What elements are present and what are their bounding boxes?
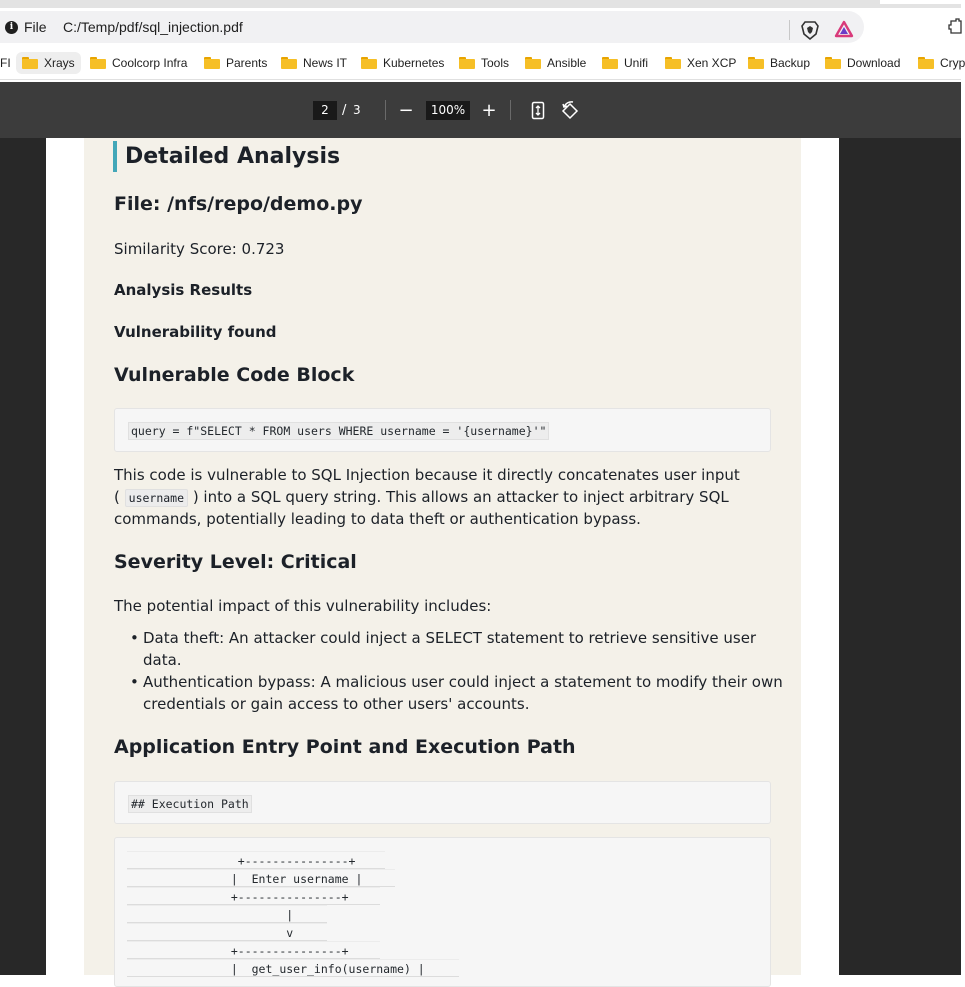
rotate-icon[interactable] xyxy=(561,101,581,124)
bookmark-download[interactable] xyxy=(825,52,900,74)
address-row xyxy=(0,8,961,46)
heading-accent-bar xyxy=(113,141,117,172)
omnibox[interactable] xyxy=(0,11,864,43)
bookmark-tools[interactable] xyxy=(459,52,509,74)
diagram-line: +---------------+ xyxy=(127,887,380,905)
bookmark-label: Tools xyxy=(481,56,510,70)
folder-icon xyxy=(665,57,681,69)
page-total: 3 xyxy=(353,103,361,117)
zoom-in-button[interactable]: + xyxy=(481,100,497,121)
diagram-line: | get_user_info(username) | xyxy=(127,959,459,977)
diagram-line: | Enter username | xyxy=(127,869,395,887)
pdf-toolbar xyxy=(0,82,961,138)
list-item-continued: credentials or gain access to other users' accounts. xyxy=(143,695,530,713)
bookmark-label: Parents xyxy=(226,56,268,70)
code-block xyxy=(114,408,771,452)
toolbar-divider xyxy=(385,100,386,120)
tab-strip xyxy=(0,0,961,8)
extensions-icon[interactable] xyxy=(948,18,962,38)
vulnerability-found-label: Vulnerability found xyxy=(114,323,277,341)
bookmark-backup[interactable] xyxy=(748,52,810,74)
tab-edge xyxy=(880,0,961,4)
bookmark-label: Coolcorp Infra xyxy=(112,56,188,70)
diagram-line: | xyxy=(127,905,327,923)
folder-icon xyxy=(22,57,38,69)
analysis-results-label: Analysis Results xyxy=(114,281,253,299)
bookmark-parents[interactable] xyxy=(204,52,267,74)
explanation-line: commands, potentially leading to data theft or authentication bypass. xyxy=(114,510,641,528)
folder-icon xyxy=(459,57,475,69)
folder-icon xyxy=(918,57,934,69)
vulnerable-code: query = f"SELECT * FROM users WHERE username = '{username}'" xyxy=(128,422,549,440)
folder-icon xyxy=(825,57,841,69)
bookmark-label: Xrays xyxy=(44,56,75,70)
pdf-viewer[interactable] xyxy=(0,138,961,975)
brave-shields-icon[interactable] xyxy=(801,21,819,44)
folder-icon xyxy=(90,57,106,69)
fit-page-icon[interactable] xyxy=(531,101,545,124)
file-heading: File: /nfs/repo/demo.py xyxy=(114,193,363,215)
list-item: Authentication bypass: A malicious user could inject a statement to modify their own xyxy=(143,673,783,691)
paren-open: ( xyxy=(114,488,120,506)
explanation-line xyxy=(114,488,729,506)
zoom-out-button[interactable]: − xyxy=(398,100,414,121)
section-heading: Detailed Analysis xyxy=(125,144,341,169)
bookmark-label: FI xyxy=(0,56,11,70)
explanation-text: ) into a SQL query string. This allows an attacker to inject arbitrary SQL xyxy=(192,488,729,506)
bookmark-unifi[interactable] xyxy=(602,52,648,74)
diagram-line: v xyxy=(127,923,327,941)
file-label[interactable]: File xyxy=(24,19,47,35)
bookmarks-bar xyxy=(0,46,965,80)
list-item: Data theft: An attacker could inject a SELECT statement to retrieve sensitive user xyxy=(143,629,757,647)
bullet-dot: • xyxy=(130,629,139,647)
bookmark-kubernetes[interactable] xyxy=(361,52,444,74)
bookmark-label: Download xyxy=(847,56,901,70)
folder-icon xyxy=(204,57,220,69)
bookmark-xen-xcp[interactable] xyxy=(665,52,736,74)
bookmark-cryp[interactable] xyxy=(918,52,965,74)
entry-point-heading: Application Entry Point and Execution Path xyxy=(114,736,576,758)
pdf-page xyxy=(46,138,839,975)
folder-icon xyxy=(525,57,541,69)
folder-icon xyxy=(281,57,297,69)
bookmark-ansible[interactable] xyxy=(525,52,586,74)
bookmark-label: Kubernetes xyxy=(383,56,445,70)
folder-icon xyxy=(748,57,764,69)
bookmark-xrays[interactable] xyxy=(16,52,81,74)
page-separator: / xyxy=(342,103,347,118)
info-icon[interactable]: i xyxy=(5,21,18,34)
diagram-line: +---------------+ xyxy=(127,941,380,959)
bookmark-partial[interactable] xyxy=(0,52,11,74)
vulnerable-code-heading: Vulnerable Code Block xyxy=(114,364,355,386)
bookmark-label: Unifi xyxy=(624,56,649,70)
bookmark-label: News IT xyxy=(303,56,348,70)
bookmark-news-it[interactable] xyxy=(281,52,347,74)
bookmark-label: Cryp xyxy=(940,56,965,70)
diagram-block xyxy=(114,837,771,987)
url-text[interactable]: C:/Temp/pdf/sql_injection.pdf xyxy=(63,19,243,35)
bookmark-label: Xen XCP xyxy=(687,56,737,70)
explanation-line: This code is vulnerable to SQL Injection because it directly concatenates user input xyxy=(114,466,740,484)
folder-icon xyxy=(602,57,618,69)
folder-icon xyxy=(361,57,377,69)
zoom-level-input[interactable]: 100% xyxy=(426,101,470,120)
diagram-line: +---------------+ xyxy=(127,851,385,869)
omnibox-divider xyxy=(789,20,790,40)
page-number-input[interactable]: 2 xyxy=(313,101,337,120)
execution-path-code: ## Execution Path xyxy=(128,795,252,813)
inline-code: username xyxy=(125,489,188,507)
impact-intro: The potential impact of this vulnerability includes: xyxy=(114,597,492,615)
code-block xyxy=(114,781,771,824)
bookmark-coolcorp-infra[interactable] xyxy=(90,52,187,74)
page-content xyxy=(84,138,801,975)
severity-heading: Severity Level: Critical xyxy=(114,551,357,573)
similarity-score: Similarity Score: 0.723 xyxy=(114,240,285,258)
brave-rewards-icon[interactable] xyxy=(835,21,853,41)
toolbar-divider xyxy=(510,100,511,120)
list-item-continued: data. xyxy=(143,651,182,669)
bookmark-label: Backup xyxy=(770,56,811,70)
bullet-dot: • xyxy=(130,673,139,691)
bookmark-label: Ansible xyxy=(547,56,587,70)
